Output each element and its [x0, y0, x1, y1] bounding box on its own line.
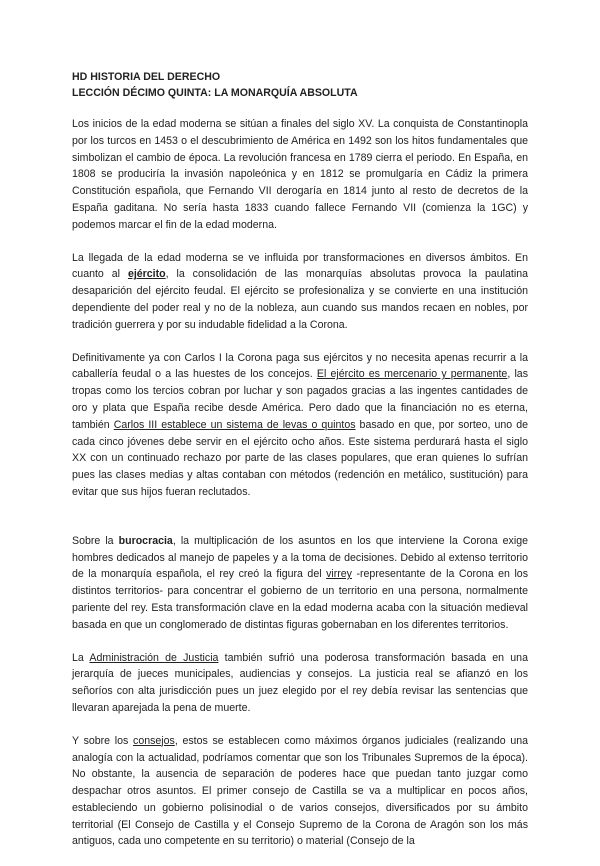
term-administracion-justicia: Administración de Justicia	[89, 651, 219, 664]
document-page	[72, 70, 528, 866]
paragraph-carlos: Definitivamente ya con Carlos I la Corona paga sus ejércitos y no necesita apenas recurrir a la caballería feudal o a las huestes de los concejos. El ejército es mercenario y permanente, las tropas como los tercios cobran por luchar y son pagados gracias a las ingentes cantidades de oro y plata que España recibe desde América. Pero dado que la financiación no es eterna, también Carlos III establece un sistema de levas o quintos basado en que, por sorteo, uno de cada cinco jóvenes debe servir en el ejército ocho años. Este sistema perdurará hasta el siglo XX con un continuado rechazo por parte de las clases populares, que eran quienes lo sufrían pues las clases medias y altas contaban con métodos (redención en metálico, sustitución) para evitar que sus hijos fueran reclutados.	[72, 351, 528, 498]
course-title: HD HISTORIA DEL DERECHO	[72, 71, 221, 83]
term-ejercito: ejército	[127, 268, 166, 281]
term-ejercito-mercenario: El ejército es mercenario y permanente	[316, 368, 508, 381]
term-levas-quintos: Carlos III establece un sistema de levas o quintos	[113, 418, 356, 431]
paragraph-justicia: La Administración de Justicia también sufrió una poderosa transformación basada en una jerarquía de jueces municipales, audiencias y consejos. La justicia real se afianzó en los señoríos con alta jurisdicción pues un juez elegido por el rey debía revisar las sentencias que llevaran aparejada la pena de muerte.	[72, 651, 528, 714]
term-burocracia: burocracia	[118, 534, 173, 547]
paragraph-ejercito: La llegada de la edad moderna se ve influida por transformaciones en diversos ámbitos. En cuanto al ejército, la consolidación de las monarquías absolutas provoca la paulatina desaparición del ejército feudal. El ejército se profesionaliza y se convierte en una institución dependiente del poder real y no de la nobleza, aun cuando sus mandos recaen en nobles, por tradición guerrera y por su indudable fidelidad a la Corona.	[72, 251, 528, 331]
term-consejos: consejos	[133, 734, 175, 747]
term-virrey: virrey	[326, 568, 352, 581]
paragraph-burocracia: Sobre la burocracia, la multiplicación de los asuntos en los que interviene la Corona exige hombres dedicados al manejo de papeles y a la toma de decisiones. Debido al extenso territorio de la monarquía española, el rey creó la figura del virrey -representante de la Corona en los distintos territorios- para concentrar el gobierno de un territorio en una persona, normalmente pariente del rey. Esta transformación clave en la edad moderna acaba con la situación medieval basada en que un conglomerado de distintas figuras gobernaban en los diferentes territorios.	[72, 534, 528, 631]
paragraph-consejos: Y sobre los consejos, estos se establecen como máximos órganos judiciales (realizando una analogía con la actualidad, podríamos comentar que son los Tribunales Supremos de la época). No obstante, la ausencia de separación de poderes hace que puedan tanto juzgar como despachar otros asuntos. El primer consejo de Castilla se va a multiplicar en pocos años, estableciendo un gobierno polisinodial o de varios consejos, diversificados por su ámbito territorial (El Consejo de Castilla y el Consejo Supremo de la Corona de Aragón son los más antiguos, cada uno competente en su territorio) o material (Consejo de la	[72, 734, 529, 848]
paragraph-intro: Los inicios de la edad moderna se sitúan a finales del siglo XV. La conquista de Constantinopla por los turcos en 1453 o el descubrimiento de América en 1492 son los hitos fundamentales que simbolizan el cambio de época. La revolución francesa en 1789 cierra el periodo. En España, en 1808 se produciría la invasión napoleónica y en 1812 se promulgaría en Cádiz la primera Constitución española, que Fernando VII derogaría en 1814 junto al resto de decretos de la España gaditana. No sería hasta 1833 cuando fallece Fernando VII (comienza la 1GC) y podemos marcar el fin de la edad moderna.	[72, 118, 528, 231]
lesson-title: LECCIÓN DÉCIMO QUINTA: LA MONARQUÍA ABSOLUTA	[72, 86, 358, 99]
